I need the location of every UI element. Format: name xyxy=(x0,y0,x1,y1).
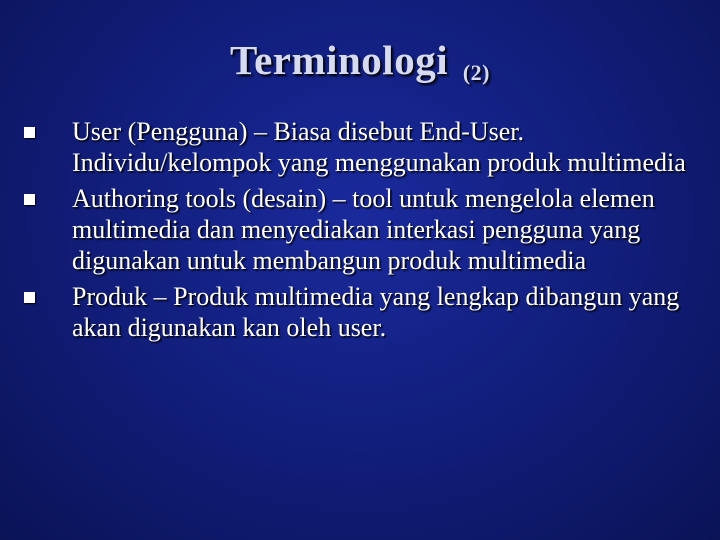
square-bullet-icon xyxy=(24,127,35,138)
bullet-list xyxy=(18,116,708,348)
title-suffix: (2) xyxy=(462,60,490,85)
title-text: Terminologi xyxy=(229,37,449,83)
bullet-item-authoring-tools xyxy=(18,183,708,276)
square-bullet-icon xyxy=(24,194,35,205)
bullet-item-user xyxy=(18,116,708,178)
bullet-text: Authoring tools (desain) – tool untuk mengelola elemen multimedia dan menyediakan interkasi pengguna yang digunakan untuk membangun produk multimedia xyxy=(72,184,655,275)
square-bullet-icon xyxy=(24,292,35,303)
bullet-item-produk xyxy=(18,281,708,343)
bullet-text: Produk – Produk multimedia yang lengkap dibangun yang akan digunakan kan oleh user. xyxy=(72,282,680,342)
bullet-text: User (Pengguna) – Biasa disebut End-User. Individu/kelompok yang menggunakan produk multimedia xyxy=(72,117,686,177)
slide-title xyxy=(0,36,720,97)
